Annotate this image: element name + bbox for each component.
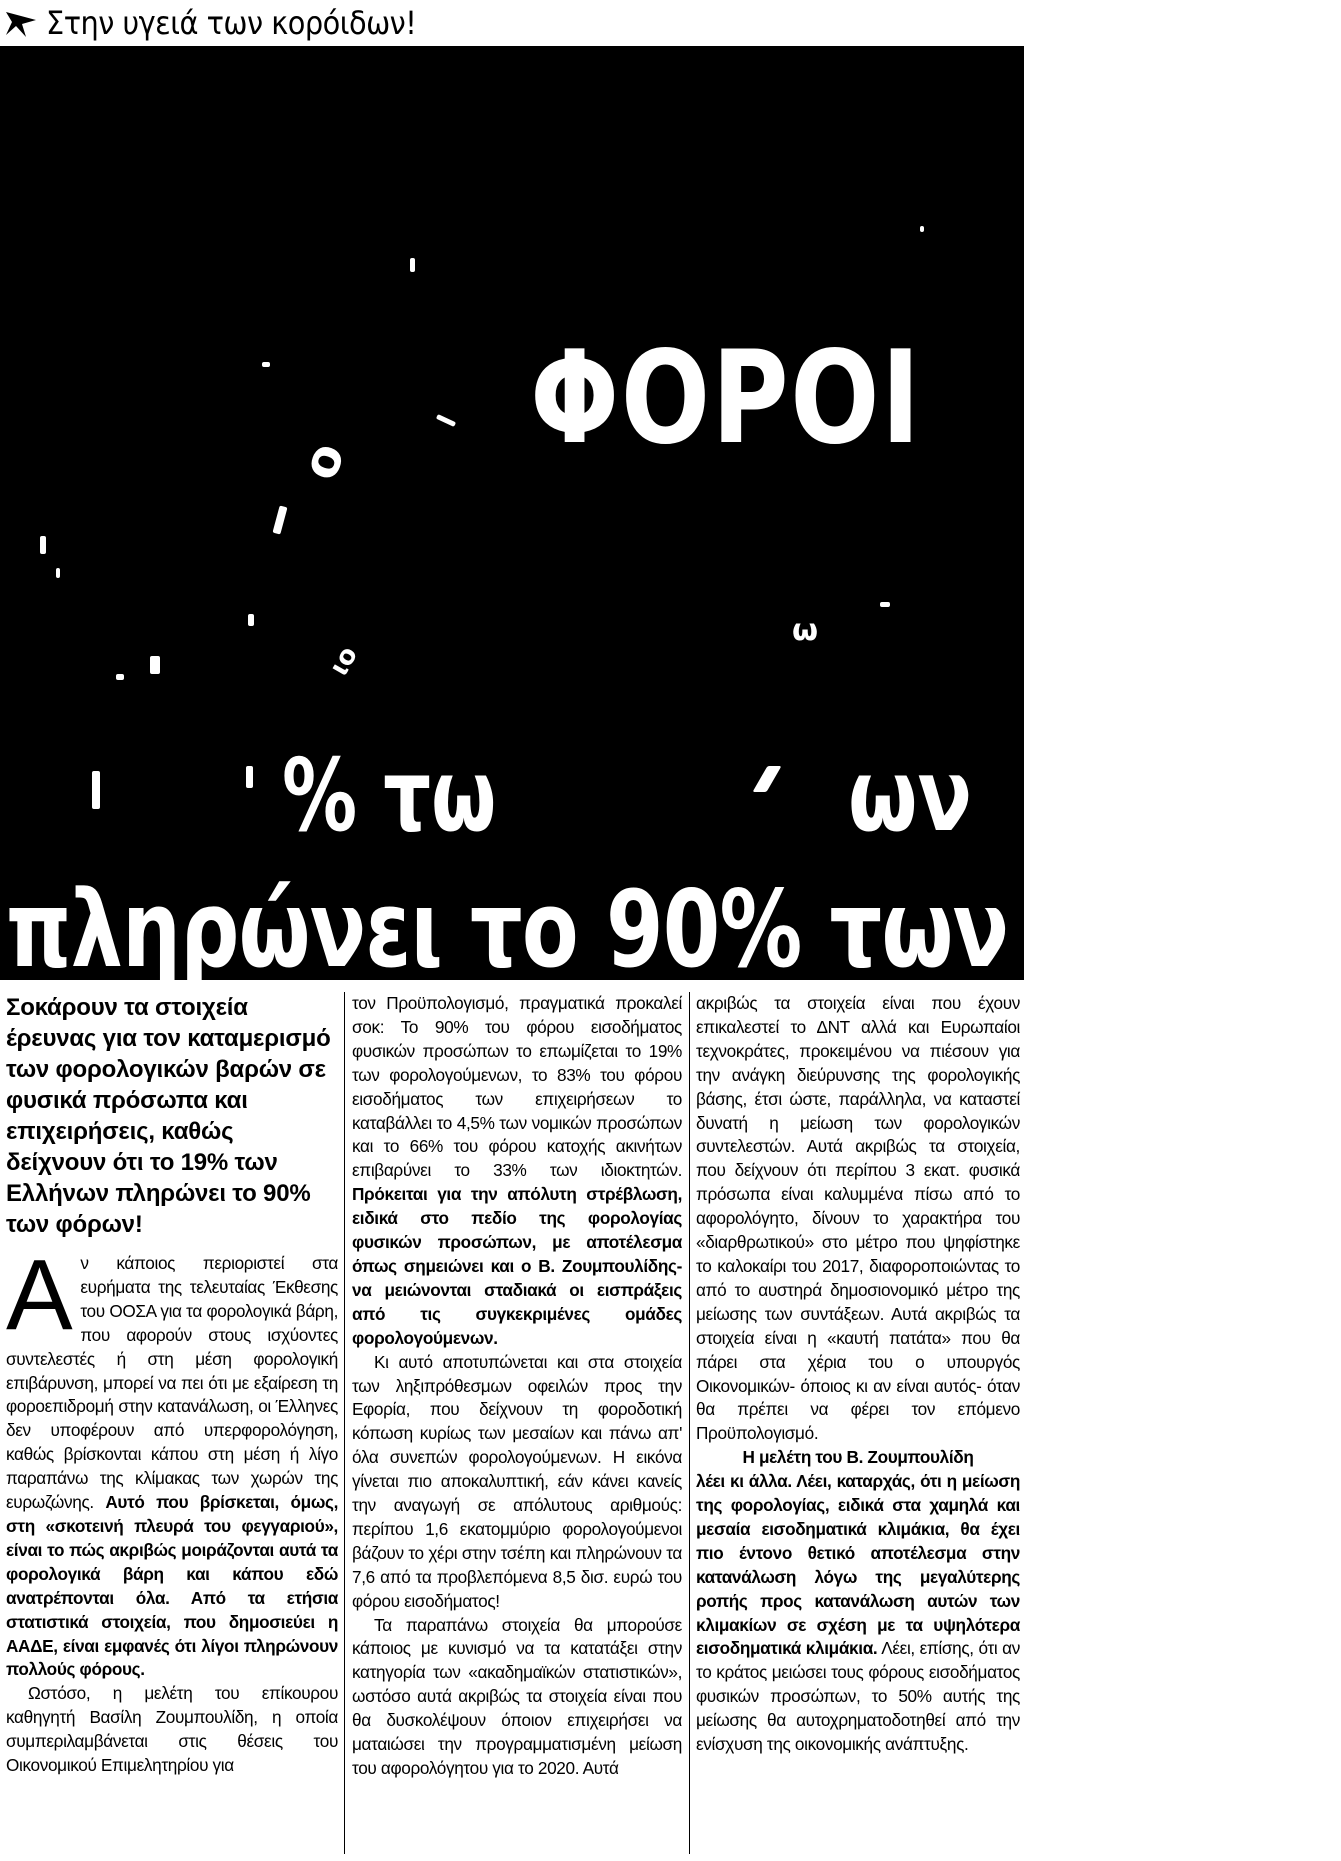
hero-speck bbox=[56, 568, 60, 578]
article-column-2 bbox=[352, 992, 682, 1781]
hero-speck bbox=[273, 505, 288, 534]
hero-fragment-o: ο bbox=[290, 434, 357, 488]
paragraph bbox=[352, 992, 682, 1351]
headline-text: πληρώνει το 90% των φόρων bbox=[6, 868, 1341, 991]
hero-speck bbox=[752, 766, 781, 792]
article-column-1 bbox=[6, 992, 338, 1778]
paragraph: ακριβώς τα στοιχεία είναι που έχουν επικαλεστεί το ΔΝΤ αλλά και Ευρωπαίοι τεχνοκράτες, προκειμένου να πιέσουν για την ανάγκη διεύρυνσης της φορολογικής βάσης, έτσι ώστε, παράλληλα, να καταστεί δυνατή η μείωση των φορολογικών συντελεστών. Αυτά ακριβώς τα στοιχεία, που δείχνουν ότι περίπου 3 εκατ. φυσικά πρόσωπα είναι καλυμμένα πίσω από το αφορολόγητο, δίνουν το χαρακτήρα του «διαρθρωτικού» στο μέτρο που ψηφίστηκε το καλοκαίρι του 2017, διαφοροποιώντας το από το αυστηρά δημοσιονομικό μέτρο της μείωσης των συντάξεων. Αυτά ακριβώς τα στοιχεία είναι η «καυτή πατάτα» που θα πάρει στα χέρια του ο υπουργός Οικονομικών- όποιος κι αν είναι αυτός- όταν θα πρέπει να φέρει τον επόμενο Προϋπολογισμό. bbox=[696, 993, 1020, 1444]
paragraph-text: τον Προϋπολογισμό, πραγματικά προκαλεί σοκ: Το 90% του φόρου εισοδήματος φυσικών προσώπων το επωμίζεται το 19% των φορολογούμενων, το 83% του φόρου εισοδήματος των επιχειρήσεων το καταβάλλει το 4,5% των νομικών προσώπων και το 66% του φόρου κατοχής ακινήτων επιβαρύνει το 33% των ιδιοκτητών. bbox=[352, 993, 682, 1181]
hero-speck bbox=[880, 602, 890, 607]
column-rule bbox=[689, 992, 690, 1854]
subheading: Η μελέτη του Β. Ζουμπουλίδη bbox=[742, 1447, 974, 1468]
paragraph-bold-text: Πρόκειται για την απόλυτη στρέβλωση, ειδικά στο πεδίο της φορολογίας φυσικών προσώπων, με αποτέλεσμα όπως σημειώνει και ο Β. Ζουμπουλίδης- να μειώνονται σταδιακά οι εισπράξεις από τις συγκεκριμένες ομάδες φορολογούμενων. bbox=[352, 1184, 682, 1348]
paragraph-bold-text: Αυτό που βρίσκεται, όμως, στη «σκοτεινή πλευρά του φεγγαριού», είναι το πώς ακριβώς μοιράζονται αυτά τα φορολογικά βάρη και κάπου εδώ ανατρέπονται όλα. Από τα ετήσια στατιστικά στοιχεία, που δημοσιεύει η ΑΑΔΕ, είναι εμφανές ότι λίγοι πληρώνουν πολλούς φόρους. bbox=[6, 1492, 338, 1680]
hero-fragment-w: ω bbox=[792, 613, 819, 648]
hero-fragment-io: ιο bbox=[324, 641, 364, 681]
paragraph: Κι αυτό αποτυπώνεται και στα στοιχεία των ληξιπρόθεσμων οφειλών προς την Εφορία, που δείχνουν τη φοροδοτική κόπωση κυρίως των μεσαίων και πάνω απ' όλα συνεπών φορολογούμενων. Η εικόνα γίνεται πιο αποκαλυπτική, εάν κάνει κανείς την αναγωγή σε απόλυτους αριθμούς: περίπου 1,6 εκατομμύριο φορολογούμενοι βάζουν το χέρι στην τσέπη και πληρώνουν τα 7,6 από τα προβλεπόμενα 8,5 δισ. ευρώ του φόρου εισοδήματος! bbox=[352, 1351, 682, 1611]
paragraph-bold-text: λέει κι άλλα. Λέει, καταρχάς, ότι η μείωση της φορολογίας, ειδικά στα χαμηλά και μεσαία εισοδηματικά κλιμάκια, θα έχει πιο έντονο θετικό αποτέλεσμα στην κατανάλωση λόγω της μεγαλύτερης ροπής προς κατανάλωση αυτών των κλιμακίων σε σχέση με τα υψηλότερα εισοδηματικά κλιμάκια. bbox=[696, 1471, 1020, 1659]
paragraph-text: ν κάποιος περιοριστεί στα ευρήματα της τελευταίας Έκθεσης του ΟΟΣΑ για τα φορολογικά βάρη, που αφορούν στους ισχύοντες συντελεστές ή στη μέση φορολογική επιβάρυνση, μπορεί να πει ότι με εξαίρεση τη φοροεπιδρομή στην κατανάλωση, οι Έλληνες δεν υποφέρουν από υπερφορολόγηση, καθώς βρίσκονται κάπου στη μέση ή λίγο παραπάνω της κλίμακας των χωρών της ευρωζώνης. bbox=[6, 1253, 338, 1513]
hero-speck bbox=[116, 674, 124, 680]
hero-speck bbox=[920, 226, 924, 232]
hero-speck bbox=[92, 771, 100, 809]
hero-speck bbox=[262, 362, 270, 367]
kicker-text: Στην υγειά των κορόιδων! bbox=[46, 4, 417, 42]
paragraph: Τα παραπάνω στοιχεία θα μπορούσε κάποιος με κυνισμό να τα κατατάξει στην κατηγορία των «ακαδημαϊκών στατιστικών», ωστόσο αυτά ακριβώς τα στοιχεία είναι που θα δυσκολέψουν όποιον επιχειρήσει να ματαιώσει την προγραμματισμένη μείωση του αφορολόγητου για το 2020. Αυτά bbox=[352, 1614, 682, 1778]
paragraph: Ωστόσο, η μελέτη του επίκουρου καθηγητή Βασίλη Ζουμπουλίδη, η οποία συμπεριλαμβάνεται στις θέσεις του Οικονομικού Επιμελητηρίου για bbox=[6, 1683, 338, 1776]
hero-fragment-end: ων bbox=[848, 737, 973, 854]
hero-speck bbox=[246, 766, 253, 788]
star-icon bbox=[4, 8, 38, 38]
drop-cap: Α bbox=[6, 1239, 73, 1351]
hero-image bbox=[0, 46, 1024, 886]
paragraph-text: Λέει, επίσης, ότι αν το κράτος μειώσει τους φόρους εισοδήματος φυσικών προσώπων, το 50% αυτής της μείωσης θα αυτοχρηματοδοτηθεί από την ενίσχυση της οικονομικής ανάπτυξης. bbox=[696, 1638, 1020, 1755]
lead-paragraph: Σοκάρουν τα στοιχεία έρευνας για τον καταμερισμό των φορολογικών βαρών σε φυσικά πρόσωπα και επιχειρήσεις, καθώς δείχνουν ότι το 19% των Ελλήνων πληρώνει το 90% των φόρων! bbox=[6, 994, 331, 1238]
paragraph bbox=[696, 1470, 1020, 1757]
paragraph bbox=[6, 1239, 338, 1682]
article-column-3 bbox=[696, 992, 1020, 1757]
headline bbox=[0, 868, 1341, 991]
hero-fragment-percent: % τω bbox=[282, 737, 497, 854]
hero-speck bbox=[150, 656, 160, 674]
hero-speck bbox=[248, 614, 254, 626]
column-rule bbox=[344, 992, 345, 1854]
section-kicker bbox=[0, 0, 1028, 46]
hero-word: ΦΟΡΟΙ bbox=[530, 324, 922, 473]
hero-speck bbox=[40, 536, 46, 554]
hero-speck bbox=[410, 258, 415, 272]
hero-speck bbox=[436, 414, 456, 427]
